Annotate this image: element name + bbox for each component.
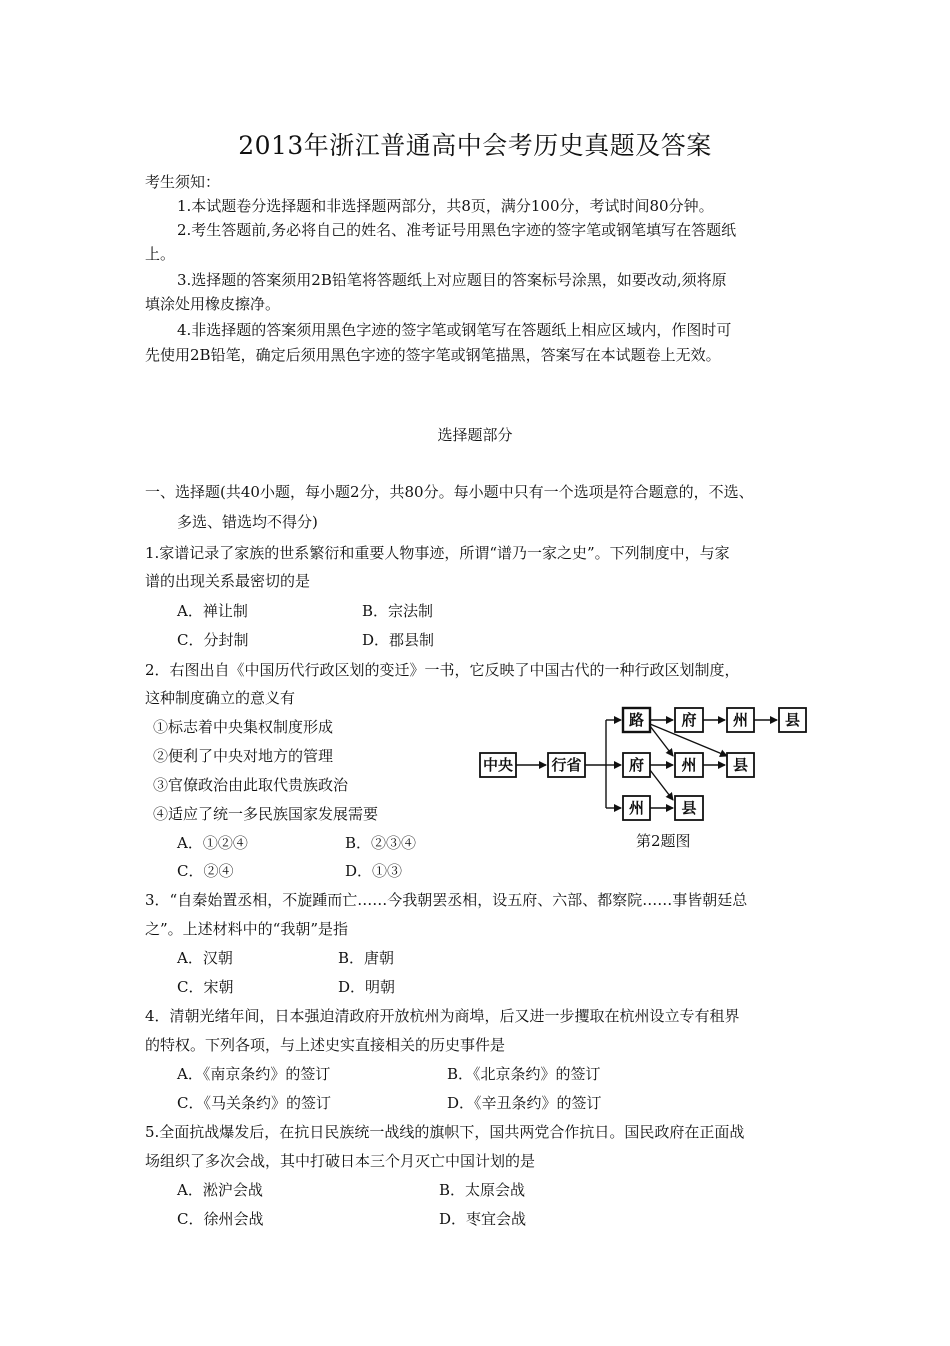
notice-item-2: 2.考生答题前,务必将自己的姓名、准考证号用黑色字迹的签字笔或钢笔填写在答题纸 bbox=[177, 221, 737, 239]
arrow-fu2-xian3 bbox=[650, 770, 673, 800]
notice-item-4: 4.非选择题的答案须用黑色字迹的签字笔或钢笔写在答题纸上相应区域内，作图时可 bbox=[177, 321, 732, 339]
q2-option-c: C．②④ bbox=[177, 862, 234, 880]
node-zhou2 bbox=[675, 753, 703, 777]
q2-option-d: D．①③ bbox=[345, 862, 403, 880]
node-xian2 bbox=[727, 753, 754, 777]
node-fu1-label: 府 bbox=[681, 711, 697, 729]
node-zhou1-label: 州 bbox=[732, 711, 749, 729]
node-xian1-label: 县 bbox=[784, 711, 801, 729]
q2-statement-4: ④适应了统一多民族国家发展需要 bbox=[153, 805, 379, 823]
q2-option-b: B．②③④ bbox=[345, 834, 417, 852]
notice-item-1: 1.本试题卷分选择题和非选择题两部分，共8页，满分100分，考试时间80分钟。 bbox=[177, 197, 714, 215]
arrow-lu-zhou2 bbox=[650, 726, 673, 756]
q2-statement-3: ③官僚政治由此取代贵族政治 bbox=[153, 776, 349, 794]
node-fu2-label: 府 bbox=[628, 756, 645, 774]
node-xian3 bbox=[675, 796, 703, 820]
notice-item-3-cont: 填涂处用橡皮擦净。 bbox=[145, 295, 281, 313]
node-zhou3 bbox=[623, 796, 650, 820]
notice-item-4-cont: 先使用2B铅笔，确定后须用黑色字迹的签字笔或钢笔描黑，答案写在本试题卷上无效。 bbox=[145, 346, 721, 364]
q4-stem-cont: 的特权。下列各项，与上述史实直接相关的历史事件是 bbox=[145, 1036, 506, 1054]
q5-option-c: C．徐州会战 bbox=[177, 1210, 264, 1228]
q2-statement-1: ①标志着中央集权制度形成 bbox=[153, 718, 334, 736]
admin-division-diagram bbox=[470, 696, 815, 828]
notice-item-3: 3.选择题的答案须用2B铅笔将答题纸上对应题目的答案标号涂黑，如要改动,须将原 bbox=[177, 271, 727, 289]
q5-option-a: A．淞沪会战 bbox=[177, 1181, 263, 1199]
q3-stem: 3．“自秦始置丞相，不旋踵而亡……今我朝罢丞相，设五府、六部、都察院……事皆朝廷总 bbox=[145, 891, 748, 909]
node-zhou1 bbox=[727, 708, 754, 732]
q4-stem: 4．清朝光绪年间，日本强迫清政府开放杭州为商埠，后又进一步攫取在杭州设立专有租界 bbox=[145, 1007, 740, 1025]
node-xian1 bbox=[779, 708, 806, 732]
q2-option-a: A．①②④ bbox=[177, 834, 248, 852]
q5-option-b: B．太原会战 bbox=[439, 1181, 526, 1199]
q4-option-a: A．《南京条约》的签订 bbox=[177, 1065, 331, 1083]
part-intro: 一、选择题(共40小题，每小题2分，共80分。每小题中只有一个选项是符合题意的，不选、 bbox=[145, 483, 754, 501]
q1-option-c: C．分封制 bbox=[177, 631, 249, 649]
page-title: 2013年浙江普通高中会考历史真题及答案 bbox=[238, 131, 712, 160]
q2-stem-cont: 这种制度确立的意义有 bbox=[145, 689, 296, 707]
q3-option-b: B．唐朝 bbox=[338, 949, 395, 967]
q1-option-d: D．郡县制 bbox=[362, 631, 435, 649]
section-title: 选择题部分 bbox=[437, 426, 513, 444]
node-fu1 bbox=[675, 708, 703, 732]
q4-option-d: D．《辛丑条约》的签订 bbox=[447, 1094, 602, 1112]
q5-stem: 5.全面抗战爆发后，在抗日民族统一战线的旗帜下，国共两党合作抗日。国民政府在正面战 bbox=[145, 1123, 745, 1141]
node-center bbox=[480, 753, 516, 777]
q5-stem-cont: 场组织了多次会战，其中打破日本三个月灭亡中国计划的是 bbox=[145, 1152, 536, 1170]
q1-option-b: B．宗法制 bbox=[362, 602, 434, 620]
q1-stem: 1.家谱记录了家族的世系繁衍和重要人物事迹，所谓“谱乃一家之史”。下列制度中，与家 bbox=[145, 544, 730, 562]
part-intro-cont: 多选、错选均不得分) bbox=[177, 513, 318, 531]
q3-stem-cont: 之”。上述材料中的“我朝”是指 bbox=[145, 920, 349, 938]
node-center-label: 中央 bbox=[482, 756, 514, 774]
node-lu-label: 路 bbox=[628, 711, 645, 729]
diagram-caption: 第2题图 bbox=[636, 832, 691, 850]
node-zhou3-label: 州 bbox=[628, 799, 645, 817]
node-xian2-label: 县 bbox=[732, 756, 749, 774]
node-lu bbox=[623, 708, 650, 732]
q3-option-c: C．宋朝 bbox=[177, 978, 234, 996]
node-fu2 bbox=[623, 753, 650, 777]
notice-item-2-cont: 上。 bbox=[145, 245, 176, 263]
q5-option-d: D．枣宜会战 bbox=[439, 1210, 527, 1228]
q4-option-c: C．《马关条约》的签订 bbox=[177, 1094, 331, 1112]
q2-stem: 2．右图出自《中国历代行政区划的变迁》一书，它反映了中国古代的一种行政区划制度， bbox=[145, 661, 740, 679]
q1-option-a: A．禅让制 bbox=[177, 602, 248, 620]
node-xian3-label: 县 bbox=[681, 799, 697, 817]
node-zhou2-label: 州 bbox=[681, 756, 697, 774]
q3-option-a: A．汉朝 bbox=[177, 949, 233, 967]
q2-statement-2: ②便利了中央对地方的管理 bbox=[153, 747, 334, 765]
node-province-label: 行省 bbox=[551, 756, 582, 774]
q4-option-b: B．《北京条约》的签订 bbox=[447, 1065, 601, 1083]
q3-option-d: D．明朝 bbox=[338, 978, 396, 996]
q1-stem-cont: 谱的出现关系最密切的是 bbox=[145, 572, 311, 590]
notice-heading: 考生须知： bbox=[145, 173, 221, 191]
node-province bbox=[548, 753, 585, 777]
